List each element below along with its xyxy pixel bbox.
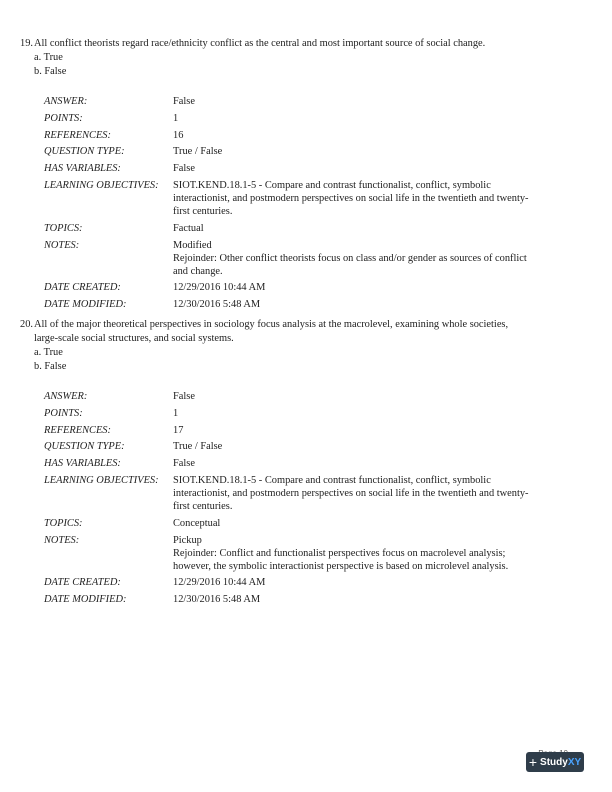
studyxy-badge[interactable]: [526, 752, 584, 772]
notes-row: [44, 534, 580, 573]
brand-prefix: Study: [540, 756, 568, 768]
date-created-value: 12/29/2016 10:44 AM: [173, 282, 266, 294]
topics-value: Factual: [173, 222, 204, 234]
learning-objectives-line: SIOT.KEND.18.1-5 - Compare and contrast functionalist, conflict, symbolic: [173, 474, 491, 486]
references-row: [44, 424, 580, 437]
answer-value: False: [173, 391, 195, 402]
date-created-label: DATE CREATED:: [44, 282, 121, 294]
has-variables-label: HAS VARIABLES:: [44, 458, 121, 470]
learning-objectives-label: LEARNING OBJECTIVES:: [44, 474, 159, 486]
answer-row: [44, 95, 580, 108]
topics-label: TOPICS:: [44, 222, 83, 234]
question-type-label: QUESTION TYPE:: [44, 146, 125, 158]
has-variables-label: HAS VARIABLES:: [44, 163, 121, 175]
question-type-row: [44, 440, 580, 453]
question-text: All conflict theorists regard race/ethnicity conflict as the central and most important source of social change.: [34, 38, 486, 49]
notes-line: and change.: [173, 265, 223, 277]
question-text-line-2: large-scale social structures, and social systems.: [34, 333, 234, 344]
references-row: [44, 129, 580, 142]
learning-objectives-row: [44, 474, 580, 513]
references-label: REFERENCES:: [44, 424, 111, 436]
answer-label: ANSWER:: [44, 391, 88, 402]
notes-line: however, the symbolic interactionist perspective is based on microlevel analysis.: [173, 560, 509, 572]
question-text-line-1: All of the major theoretical perspectives in sociology focus analysis at the macrolevel, examining whole societies,: [34, 319, 509, 330]
topics-label: TOPICS:: [44, 517, 83, 529]
learning-objectives-value: [173, 474, 553, 513]
date-created-label: DATE CREATED:: [44, 577, 121, 589]
question-number: 19.: [20, 38, 33, 49]
date-modified-row: [44, 298, 580, 311]
date-created-row: [44, 576, 580, 589]
topics-row: [44, 222, 580, 235]
has-variables-row: [44, 162, 580, 175]
points-value: 1: [173, 407, 179, 419]
question-20: [20, 318, 580, 610]
question-19: [20, 37, 580, 315]
notes-label: NOTES:: [44, 534, 80, 546]
answer-value: False: [173, 96, 195, 107]
question-metadata: [20, 95, 580, 311]
learning-objectives-line: first centuries.: [173, 205, 233, 217]
date-modified-value: 12/30/2016 5:48 AM: [173, 299, 261, 311]
references-value: 17: [173, 424, 184, 436]
notes-value: [173, 534, 553, 573]
points-value: 1: [173, 112, 179, 124]
question-metadata: [20, 390, 580, 606]
references-label: REFERENCES:: [44, 129, 111, 141]
question-type-row: [44, 145, 580, 158]
date-modified-label: DATE MODIFIED:: [44, 594, 127, 606]
has-variables-row: [44, 457, 580, 470]
learning-objectives-value: [173, 179, 553, 218]
references-value: 16: [173, 129, 184, 141]
question-stem: [20, 318, 580, 331]
option-a: a. True: [34, 52, 63, 63]
has-variables-value: False: [173, 163, 195, 175]
learning-objectives-line: SIOT.KEND.18.1-5 - Compare and contrast functionalist, conflict, symbolic: [173, 179, 491, 191]
plus-icon: +: [528, 754, 538, 770]
date-created-value: 12/29/2016 10:44 AM: [173, 577, 266, 589]
question-number: 20.: [20, 319, 33, 330]
option-a: a. True: [34, 347, 63, 358]
learning-objectives-label: LEARNING OBJECTIVES:: [44, 179, 159, 191]
date-modified-label: DATE MODIFIED:: [44, 299, 127, 311]
notes-line: Rejoinder: Conflict and functionalist perspectives focus on macrolevel analysis;: [173, 547, 506, 559]
question-stem: [20, 37, 580, 50]
date-modified-value: 12/30/2016 5:48 AM: [173, 594, 261, 606]
question-type-label: QUESTION TYPE:: [44, 441, 125, 453]
question-type-value: True / False: [173, 146, 223, 158]
points-label: POINTS:: [44, 407, 83, 419]
brand-suffix: XY: [567, 756, 582, 768]
learning-objectives-line: interactionist, and postmodern perspectives on social life in the twentieth and twenty-: [173, 487, 529, 499]
points-row: [44, 407, 580, 420]
notes-value: [173, 239, 553, 278]
date-modified-row: [44, 593, 580, 606]
has-variables-value: False: [173, 458, 195, 470]
notes-row: [44, 239, 580, 278]
answer-label: ANSWER:: [44, 96, 88, 107]
points-label: POINTS:: [44, 112, 83, 124]
points-row: [44, 112, 580, 125]
option-b: b. False: [34, 66, 67, 77]
brand-name: [540, 756, 581, 769]
learning-objectives-line: interactionist, and postmodern perspectives on social life in the twentieth and twenty-: [173, 192, 529, 204]
learning-objectives-row: [44, 179, 580, 218]
topics-row: [44, 517, 580, 530]
notes-label: NOTES:: [44, 239, 80, 251]
answer-row: [44, 390, 580, 403]
notes-line: Modified: [173, 239, 212, 251]
notes-line: Pickup: [173, 534, 202, 546]
topics-value: Conceptual: [173, 517, 221, 529]
learning-objectives-line: first centuries.: [173, 500, 233, 512]
question-type-value: True / False: [173, 441, 223, 453]
notes-line: Rejoinder: Other conflict theorists focus on class and/or gender as sources of conflict: [173, 252, 527, 264]
date-created-row: [44, 281, 580, 294]
option-b: b. False: [34, 361, 67, 372]
